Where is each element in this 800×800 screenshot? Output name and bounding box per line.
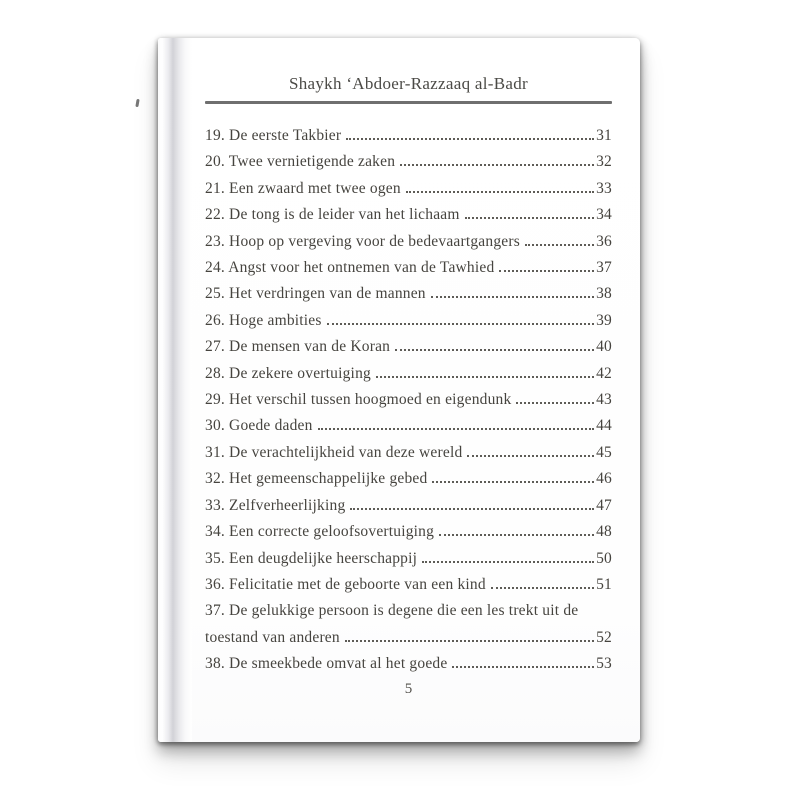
toc-entry-page: 42	[596, 364, 612, 382]
toc-row	[205, 440, 612, 466]
toc-leader-dots	[467, 455, 594, 457]
toc-entry-page: 47	[596, 496, 612, 514]
toc-row	[205, 361, 612, 387]
toc-leader-dots	[345, 640, 594, 642]
toc-entry-title: 37. De gelukkige persoon is degene die een les trekt uit de	[205, 602, 579, 620]
toc-row	[205, 334, 612, 360]
toc-leader-dots	[431, 296, 594, 298]
toc-entry-title: 35. Een deugdelijke heerschappij	[205, 549, 418, 567]
toc-list	[205, 123, 612, 678]
toc-entry-title: 32. Het gemeenschappelijke gebed	[205, 470, 428, 488]
toc-row	[205, 123, 612, 149]
toc-entry-page: 34	[596, 206, 612, 224]
toc-row	[205, 519, 612, 545]
toc-entry-page: 36	[596, 232, 612, 250]
toc-row	[205, 625, 612, 651]
header-rule	[205, 101, 612, 104]
toc-entry-title: 38. De smeekbede omvat al het goede	[205, 655, 448, 673]
toc-entry-title: 26. Hoge ambities	[205, 311, 322, 329]
toc-leader-dots	[406, 191, 594, 193]
photo-speck	[135, 99, 139, 107]
toc-entry-page: 40	[596, 338, 612, 356]
toc-leader-dots	[525, 244, 594, 246]
toc-row	[205, 149, 612, 175]
toc-row	[205, 546, 612, 572]
toc-entry-title: 22. De tong is de leider van het lichaam	[205, 206, 460, 224]
toc-entry-page: 32	[596, 153, 612, 171]
toc-leader-dots	[499, 270, 594, 272]
toc-entry-title: 21. Een zwaard met twee ogen	[205, 179, 401, 197]
toc-leader-dots	[491, 587, 594, 589]
toc-entry-page: 46	[596, 470, 612, 488]
toc-row	[205, 387, 612, 413]
toc-row	[205, 493, 612, 519]
toc-entry-title: 23. Hoop op vergeving voor de bedevaartgangers	[205, 232, 520, 250]
toc-entry-title: 27. De mensen van de Koran	[205, 338, 391, 356]
toc-row	[205, 202, 612, 228]
toc-row	[205, 176, 612, 202]
toc-entry-page: 50	[596, 549, 612, 567]
toc-leader-dots	[439, 534, 594, 536]
toc-entry-title: toestand van anderen	[205, 628, 340, 646]
toc-leader-dots	[318, 428, 595, 430]
toc-entry-page: 52	[596, 628, 612, 646]
toc-leader-dots	[350, 508, 594, 510]
toc-entry-title: 28. De zekere overtuiging	[205, 364, 371, 382]
toc-leader-dots	[432, 481, 594, 483]
toc-entry-page: 44	[596, 417, 612, 435]
toc-row	[205, 413, 612, 439]
toc-entry-title: 36. Felicitatie met de geboorte van een kind	[205, 575, 486, 593]
toc-entry-page: 31	[596, 127, 612, 144]
toc-row	[205, 572, 612, 598]
toc-entry-title: 20. Twee vernietigende zaken	[205, 153, 396, 171]
toc-leader-dots	[376, 376, 594, 378]
toc-row	[205, 651, 612, 677]
toc-entry-page: 39	[596, 311, 612, 329]
toc-row	[205, 229, 612, 255]
toc-entry-page: 43	[596, 391, 612, 409]
toc-entry-page: 48	[596, 523, 612, 541]
toc-entry-title: 30. Goede daden	[205, 417, 313, 435]
toc-leader-dots	[465, 217, 594, 219]
book-page	[158, 38, 640, 742]
toc-entry-page: 51	[596, 575, 612, 593]
toc-row	[205, 281, 612, 307]
toc-entry-title: 31. De verachtelijkheid van deze wereld	[205, 443, 463, 461]
toc-leader-dots	[327, 323, 594, 325]
toc-leader-dots	[516, 402, 594, 404]
toc-row	[205, 466, 612, 492]
toc-row	[205, 308, 612, 334]
toc-leader-dots	[395, 349, 594, 351]
toc-entry-page: 37	[596, 259, 612, 277]
toc-entry-title: 34. Een correcte geloofsovertuiging	[205, 523, 435, 541]
toc-leader-dots	[452, 666, 594, 668]
toc-entry-title: 19. De eerste Takbier	[205, 127, 342, 144]
toc-entry-title: 24. Angst voor het ontnemen van de Tawhied	[205, 259, 495, 277]
toc-entry-page: 33	[596, 179, 612, 197]
toc-entry-page: 45	[596, 443, 612, 461]
toc-leader-dots	[346, 138, 594, 140]
page-content	[158, 38, 640, 742]
toc-row	[205, 598, 612, 624]
toc-leader-dots	[422, 561, 594, 563]
toc-entry-page: 38	[596, 285, 612, 303]
page-number: 5	[404, 680, 413, 697]
toc-entry-page: 53	[596, 655, 612, 673]
toc-row	[205, 255, 612, 281]
page-header-author: Shaykh ‘Abdoer-Razzaaq al-Badr	[288, 74, 528, 93]
toc-leader-dots	[400, 164, 594, 166]
toc-entry-title: 29. Het verschil tussen hoogmoed en eigendunk	[205, 391, 512, 409]
toc-entry-title: 33. Zelfverheerlijking	[205, 496, 346, 514]
toc-entry-title: 25. Het verdringen van de mannen	[205, 285, 426, 303]
